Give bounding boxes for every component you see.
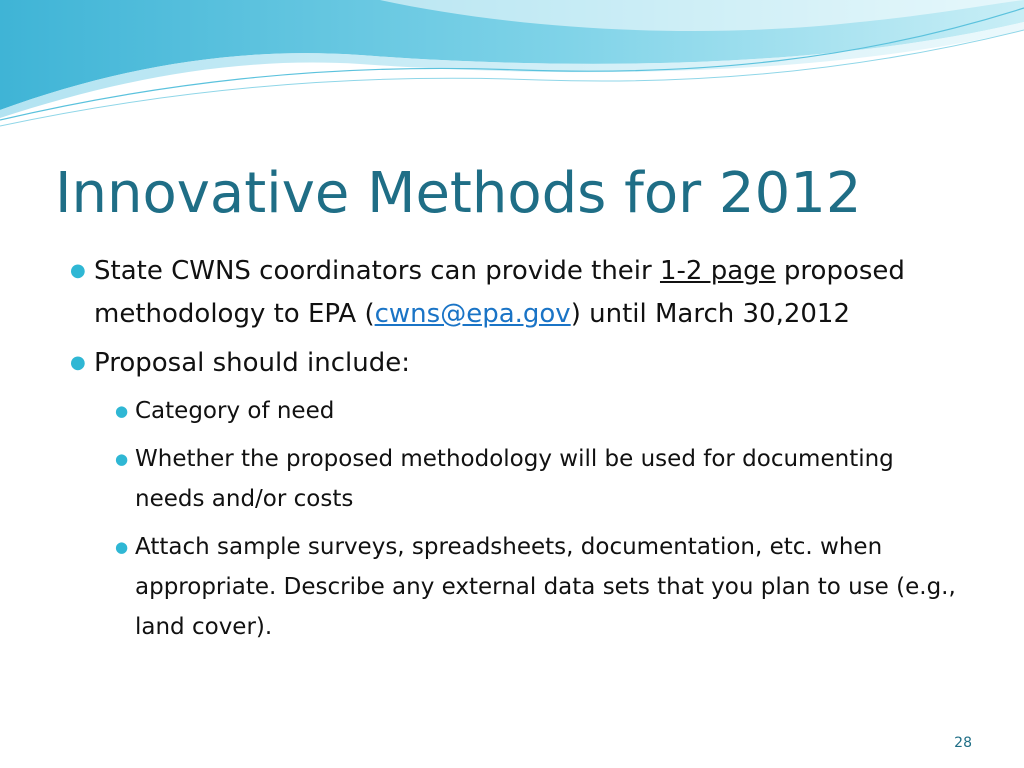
bullet-dot-icon: ● [70, 260, 86, 281]
bullet-text-part: State CWNS coordinators can provide their [94, 256, 660, 286]
page-count-underlined: 1-2 page [659, 256, 776, 286]
bullet-text-part: ) until March 30,2012 [570, 299, 851, 329]
email-link[interactable]: cwns@epa.gov [374, 299, 571, 329]
sub-bullet-item [115, 391, 970, 431]
sub-bullet-item [115, 527, 970, 647]
sub-bullet-text: Attach sample surveys, spreadsheets, documentation, etc. when appropriate. Describe any external data sets that you plan to use (e.g., land cover). [135, 534, 956, 640]
bullet-dot-icon: ● [115, 450, 129, 468]
slide-title: Innovative Methods for 2012 [55, 161, 862, 226]
bullet-dot-icon: ● [115, 538, 129, 556]
sub-bullet-text: Whether the proposed methodology will be used for documenting needs and/or costs [135, 446, 894, 512]
bullet-dot-icon: ● [70, 352, 86, 373]
bullet-text: Proposal should include: [94, 348, 410, 378]
sub-bullet-text: Category of need [135, 398, 335, 424]
bullet-item-coordinators [70, 250, 970, 336]
bullet-text-part: proposed methodology to EPA ( [94, 256, 905, 329]
header-wave-decoration [0, 0, 1024, 130]
bullet-item-proposal [70, 342, 970, 385]
sub-bullet-item [115, 439, 970, 519]
slide-body [70, 250, 970, 655]
bullet-dot-icon: ● [115, 402, 129, 420]
page-number: 28 [954, 735, 972, 751]
